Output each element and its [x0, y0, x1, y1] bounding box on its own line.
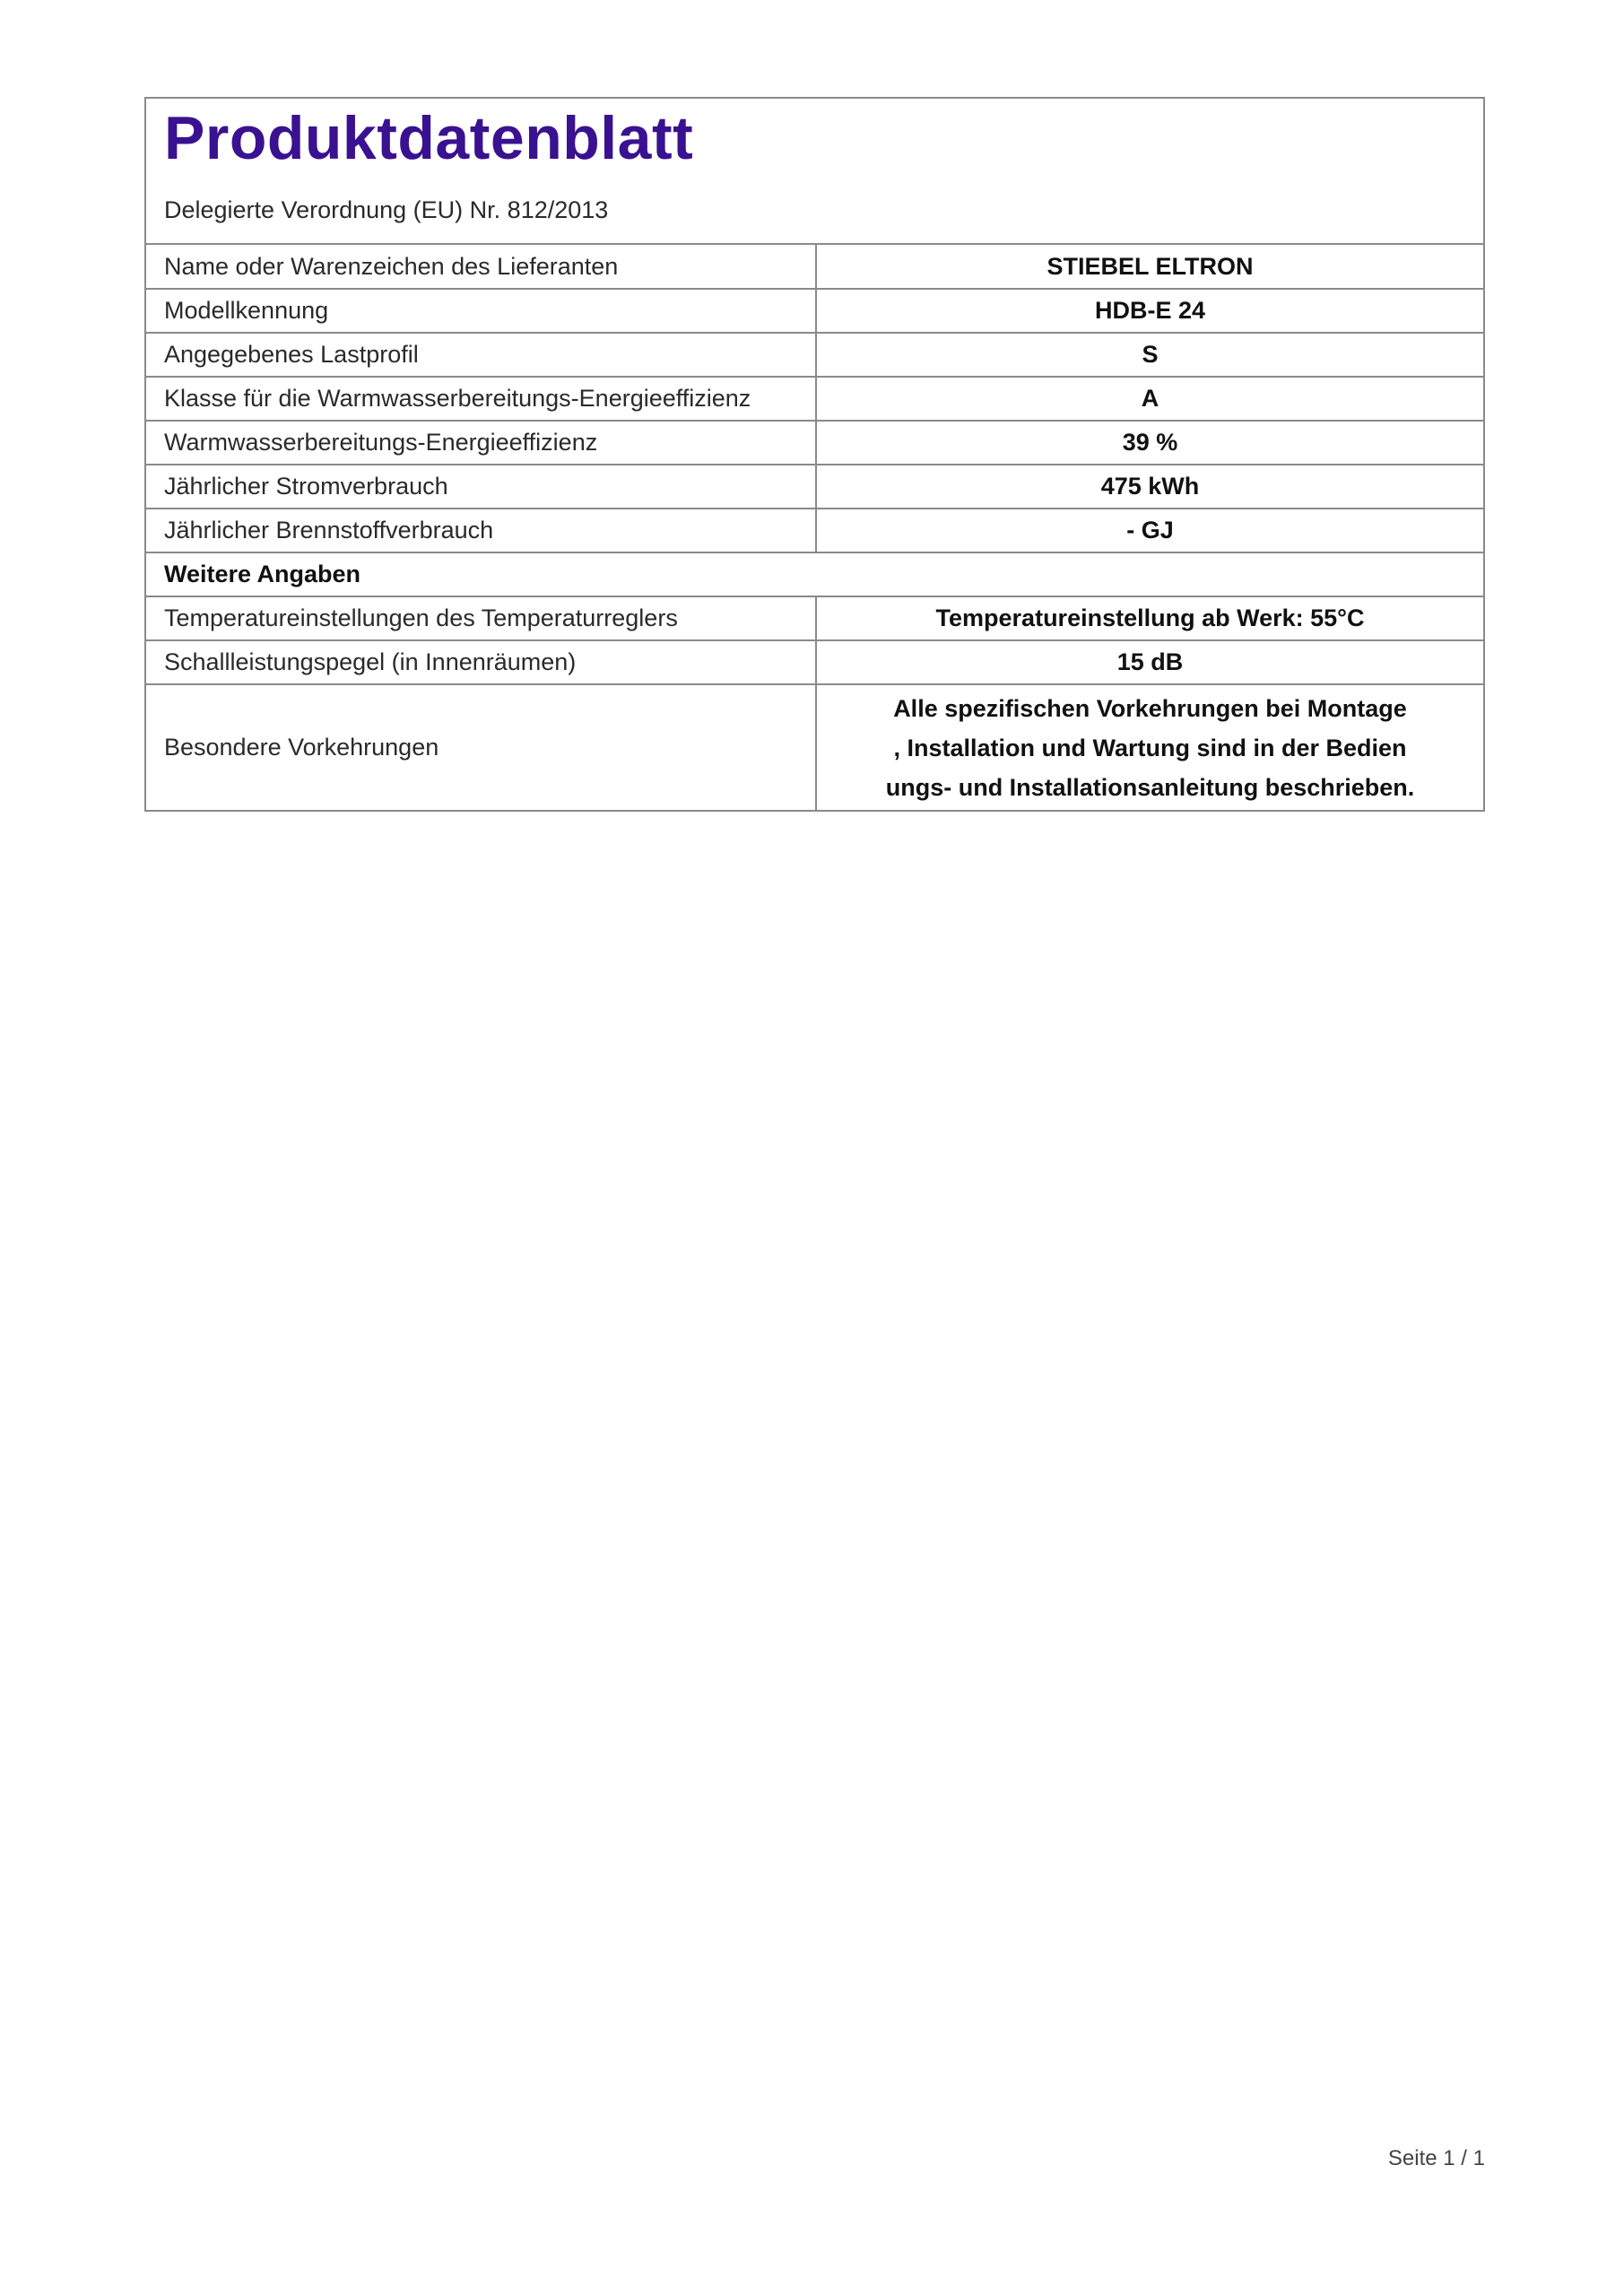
precautions-line: Alle spezifischen Vorkehrungen bei Montage — [893, 694, 1407, 722]
row-value: STIEBEL ELTRON — [1046, 252, 1254, 280]
row-label: Modellkennung — [146, 289, 816, 333]
row-value: 39 % — [816, 421, 1483, 465]
row-label: Klasse für die Warmwasserbereitungs-Energieeffizienz — [146, 377, 816, 421]
section-heading-row — [146, 552, 1483, 596]
row-label: Warmwasserbereitungs-Energieeffizienz — [146, 421, 816, 465]
page-title: Produktdatenblatt — [164, 104, 694, 172]
table-row — [146, 465, 1483, 509]
product-data-sheet — [144, 97, 1485, 812]
precautions-line: ungs- und Installationsanleitung beschrieben. — [885, 773, 1415, 801]
precautions-line: , Installation und Wartung sind in der Bedien — [893, 734, 1407, 761]
row-value: 15 dB — [816, 640, 1483, 684]
row-value: S — [816, 333, 1483, 377]
row-label: Name oder Warenzeichen des Lieferanten — [146, 245, 816, 289]
row-value: A — [816, 377, 1483, 421]
row-label: Schallleistungspegel (in Innenräumen) — [146, 640, 816, 684]
table-row — [146, 509, 1483, 552]
row-value: 475 kWh — [816, 465, 1483, 509]
row-label: Angegebenes Lastprofil — [146, 333, 816, 377]
sheet-header — [146, 99, 1483, 245]
row-value: - GJ — [816, 509, 1483, 552]
row-label: Jährlicher Brennstoffverbrauch — [146, 509, 816, 552]
row-value: HDB-E 24 — [816, 289, 1483, 333]
row-label: Besondere Vorkehrungen — [146, 684, 816, 810]
table-row — [146, 333, 1483, 377]
row-label: Jährlicher Stromverbrauch — [146, 465, 816, 509]
data-table — [146, 245, 1483, 810]
table-row — [146, 684, 1483, 810]
table-row — [146, 596, 1483, 640]
row-label: Temperatureinstellungen des Temperaturreglers — [146, 596, 816, 640]
precautions-value — [816, 684, 1483, 810]
table-row — [146, 640, 1483, 684]
page-number: Seite 1 / 1 — [1387, 2146, 1485, 2170]
table-row — [146, 245, 1483, 289]
row-value: Temperatureinstellung ab Werk: 55°C — [816, 596, 1483, 640]
table-row — [146, 421, 1483, 465]
table-row — [146, 377, 1483, 421]
section-heading: Weitere Angaben — [146, 552, 1483, 596]
table-row — [146, 289, 1483, 333]
regulation-subtitle: Delegierte Verordnung (EU) Nr. 812/2013 — [164, 196, 609, 223]
